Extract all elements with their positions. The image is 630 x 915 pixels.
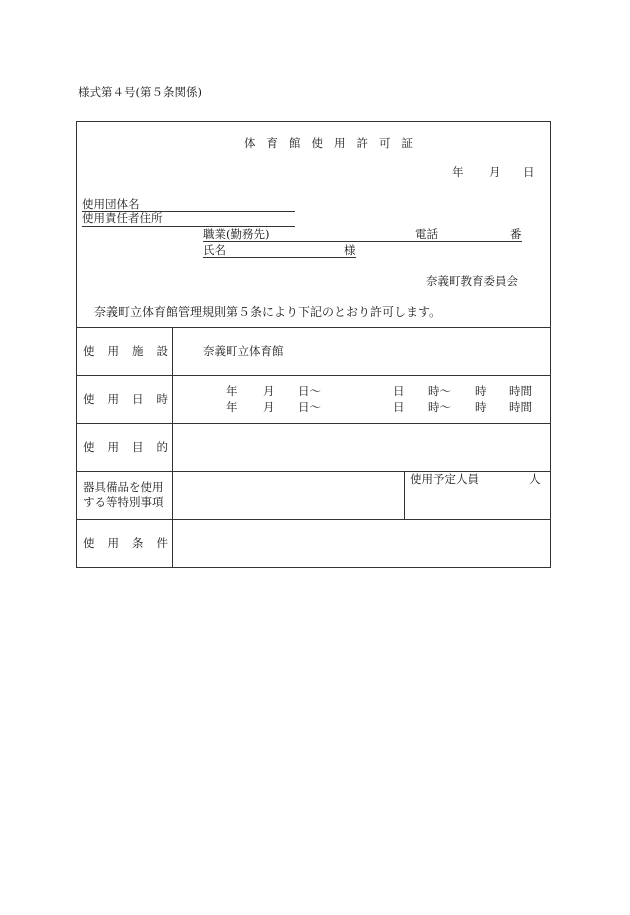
dt1-day: 日 xyxy=(393,384,405,398)
facility-value: 奈義町立体育館 xyxy=(203,344,284,358)
form-number: 様式第４号(第５条関係) xyxy=(78,85,202,99)
people-column-divider xyxy=(404,471,405,519)
row-divider-3 xyxy=(76,471,551,472)
date-month-label: 月 xyxy=(489,165,501,179)
table-top-line xyxy=(76,327,551,328)
expected-people-label: 使用予定人員 xyxy=(410,472,479,486)
dt1-hours: 時間 xyxy=(509,384,532,398)
dt1-month: 月 xyxy=(263,384,275,398)
occupation-label: 職業(勤務先) xyxy=(203,227,270,241)
honorific: 様 xyxy=(344,243,356,257)
phone-label: 電話 xyxy=(415,227,438,241)
issuer: 奈義町教育委員会 xyxy=(426,274,518,288)
dt2-hours: 時間 xyxy=(509,400,532,414)
dt1-hour-from: 時〜 xyxy=(428,384,451,398)
phone-suffix: 番 xyxy=(510,227,522,241)
address-label: 使用責任者住所 xyxy=(82,211,163,225)
equipment-label-line-2: する等特別事項 xyxy=(83,495,164,509)
dt2-day-from: 日〜 xyxy=(298,400,321,414)
occupation-underline xyxy=(203,241,522,242)
date-day-label: 日 xyxy=(523,165,535,179)
dt1-day-from: 日〜 xyxy=(298,384,321,398)
name-label: 氏名 xyxy=(203,243,226,257)
facility-label: 使用施設 xyxy=(83,344,181,358)
equipment-label-line-1: 器具備品を使用 xyxy=(83,480,164,494)
dt2-day: 日 xyxy=(393,400,405,414)
row-divider-2 xyxy=(76,423,551,424)
name-underline xyxy=(203,257,356,258)
purpose-label: 使用目的 xyxy=(83,440,181,454)
expected-people-unit: 人 xyxy=(529,472,541,486)
dt1-hour: 時 xyxy=(475,384,487,398)
row-divider-4 xyxy=(76,519,551,520)
datetime-label: 使用日時 xyxy=(83,392,181,406)
permit-statement: 奈義町立体育館管理規則第５条により下記のとおり許可します。 xyxy=(94,305,442,319)
group-name-label: 使用団体名 xyxy=(82,197,140,211)
date-year-label: 年 xyxy=(452,165,464,179)
dt2-year: 年 xyxy=(226,400,238,414)
page-title: 体育館使用許可証 xyxy=(244,136,424,150)
dt2-month: 月 xyxy=(263,400,275,414)
dt2-hour: 時 xyxy=(475,400,487,414)
row-divider-1 xyxy=(76,375,551,376)
dt1-year: 年 xyxy=(226,384,238,398)
conditions-label: 使用条件 xyxy=(83,536,181,550)
dt2-hour-from: 時〜 xyxy=(428,400,451,414)
